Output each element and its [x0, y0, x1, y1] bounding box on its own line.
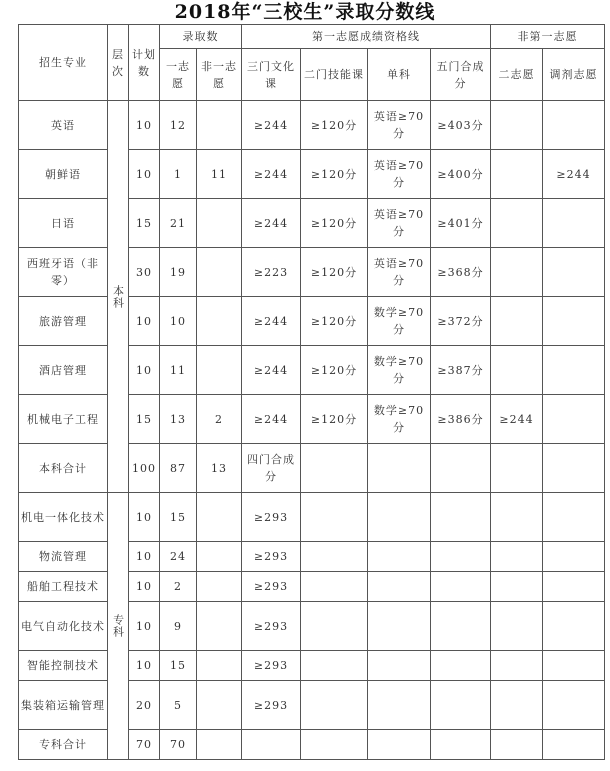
total-score-cell: ≥293	[242, 651, 301, 681]
total-score-cell: ≥387分	[431, 346, 491, 395]
plan-cell: 15	[129, 199, 160, 248]
empty-cell	[543, 730, 605, 760]
single-score-cell: 数学≥70分	[368, 346, 431, 395]
adjust-choice-cell	[543, 101, 605, 150]
non-first-cell	[197, 297, 242, 346]
single-score-cell: 数学≥70分	[368, 297, 431, 346]
adjust-choice-cell	[543, 346, 605, 395]
header-three-culture: 三门文化课	[242, 49, 301, 101]
major-cell: 物流管理	[19, 542, 108, 572]
table-row	[19, 199, 605, 248]
single-score-cell: 数学≥70分	[368, 395, 431, 444]
header-first-line: 第一志愿成绩资格线	[242, 25, 491, 49]
table-row	[19, 681, 605, 730]
plan-cell: 10	[129, 542, 160, 572]
empty-cell	[368, 572, 431, 602]
second-choice-cell	[491, 150, 543, 199]
major-cell: 朝鲜语	[19, 150, 108, 199]
empty-cell	[491, 572, 543, 602]
total-score-cell: ≥400分	[431, 150, 491, 199]
empty-cell	[491, 444, 543, 493]
header-two-skill: 二门技能课	[301, 49, 368, 101]
empty-cell	[197, 730, 242, 760]
level-cell-zhuanke: 专科	[108, 493, 129, 760]
first-choice-cell: 19	[160, 248, 197, 297]
single-score-cell: 英语≥70分	[368, 199, 431, 248]
header-nonfirst-group: 非第一志愿	[491, 25, 605, 49]
adjust-choice-cell: ≥244	[543, 150, 605, 199]
major-cell: 日语	[19, 199, 108, 248]
non-first-cell: 11	[197, 150, 242, 199]
single-score-cell: 英语≥70分	[368, 248, 431, 297]
plan-cell: 10	[129, 602, 160, 651]
first-choice-cell: 12	[160, 101, 197, 150]
total-score-cell: ≥293	[242, 681, 301, 730]
table-row	[19, 651, 605, 681]
non-first-cell: 2	[197, 395, 242, 444]
empty-cell	[543, 542, 605, 572]
major-cell: 船舶工程技术	[19, 572, 108, 602]
header-five-total: 五门合成分	[431, 49, 491, 101]
empty-cell	[543, 602, 605, 651]
total-score-cell: ≥293	[242, 493, 301, 542]
empty-cell	[368, 542, 431, 572]
table-row	[19, 248, 605, 297]
plan-cell: 10	[129, 150, 160, 199]
empty-cell	[368, 730, 431, 760]
first-choice-cell: 13	[160, 395, 197, 444]
adjust-choice-cell	[543, 395, 605, 444]
empty-cell	[301, 493, 368, 542]
empty-cell	[543, 681, 605, 730]
empty-cell	[431, 572, 491, 602]
empty-cell	[431, 651, 491, 681]
skill-score-cell: ≥120分	[301, 150, 368, 199]
header-first-choice: 一志愿	[160, 49, 197, 101]
table-row	[19, 542, 605, 572]
second-choice-cell	[491, 346, 543, 395]
plan-cell: 15	[129, 395, 160, 444]
empty-cell	[491, 493, 543, 542]
culture-score-cell: ≥223	[242, 248, 301, 297]
plan-cell: 10	[129, 572, 160, 602]
header-adjust-choice: 调剂志愿	[543, 49, 605, 101]
zhuanke-total-row	[19, 730, 605, 760]
culture-score-cell: ≥244	[242, 199, 301, 248]
empty-cell	[301, 651, 368, 681]
non-first-cell	[197, 493, 242, 542]
first-choice-cell: 24	[160, 542, 197, 572]
empty-cell	[301, 542, 368, 572]
first-choice-cell: 10	[160, 297, 197, 346]
culture-score-cell: ≥244	[242, 101, 301, 150]
major-cell: 英语	[19, 101, 108, 150]
empty-cell	[301, 572, 368, 602]
adjust-choice-cell	[543, 297, 605, 346]
header-plan: 计划数	[129, 25, 160, 101]
plan-cell: 10	[129, 297, 160, 346]
zhuanke-total-plan: 70	[129, 730, 160, 760]
benke-total-label: 本科合计	[19, 444, 108, 493]
non-first-cell	[197, 248, 242, 297]
zhuanke-total-first: 70	[160, 730, 197, 760]
header-non-first: 非一志愿	[197, 49, 242, 101]
skill-score-cell: ≥120分	[301, 395, 368, 444]
header-major: 招生专业	[19, 25, 108, 101]
benke-total-non-first: 13	[197, 444, 242, 493]
non-first-cell	[197, 346, 242, 395]
empty-cell	[301, 602, 368, 651]
major-cell: 机械电子工程	[19, 395, 108, 444]
empty-cell	[431, 602, 491, 651]
culture-score-cell: ≥244	[242, 297, 301, 346]
level-cell-benke: 本科	[108, 101, 129, 493]
second-choice-cell: ≥244	[491, 395, 543, 444]
culture-score-cell: ≥244	[242, 395, 301, 444]
plan-cell: 10	[129, 346, 160, 395]
first-choice-cell: 15	[160, 651, 197, 681]
total-score-cell: ≥368分	[431, 248, 491, 297]
first-choice-cell: 5	[160, 681, 197, 730]
plan-cell: 10	[129, 651, 160, 681]
table-row	[19, 346, 605, 395]
four-subject-total-note: 四门合成分	[242, 444, 301, 493]
non-first-cell	[197, 199, 242, 248]
empty-cell	[543, 572, 605, 602]
skill-score-cell: ≥120分	[301, 248, 368, 297]
benke-total-plan: 100	[129, 444, 160, 493]
culture-score-cell: ≥244	[242, 346, 301, 395]
first-choice-cell: 2	[160, 572, 197, 602]
empty-cell	[242, 730, 301, 760]
non-first-cell	[197, 681, 242, 730]
total-score-cell: ≥403分	[431, 101, 491, 150]
total-score-cell: ≥293	[242, 542, 301, 572]
header-level: 层次	[108, 25, 129, 101]
plan-cell: 10	[129, 101, 160, 150]
page-title: 2018年“三校生”录取分数线	[174, 1, 436, 23]
empty-cell	[431, 542, 491, 572]
empty-cell	[431, 681, 491, 730]
table-row	[19, 602, 605, 651]
empty-cell	[491, 602, 543, 651]
skill-score-cell: ≥120分	[301, 346, 368, 395]
empty-cell	[368, 681, 431, 730]
empty-cell	[301, 681, 368, 730]
zhuanke-total-label: 专科合计	[19, 730, 108, 760]
major-cell: 集装箱运输管理	[19, 681, 108, 730]
skill-score-cell: ≥120分	[301, 297, 368, 346]
header-single: 单科	[368, 49, 431, 101]
major-cell: 西班牙语（非零）	[19, 248, 108, 297]
non-first-cell	[197, 602, 242, 651]
empty-cell	[543, 651, 605, 681]
header-row-1	[19, 25, 605, 49]
non-first-cell	[197, 651, 242, 681]
table-row	[19, 297, 605, 346]
single-score-cell: 英语≥70分	[368, 101, 431, 150]
non-first-cell	[197, 101, 242, 150]
header-second-choice: 二志愿	[491, 49, 543, 101]
empty-cell	[368, 602, 431, 651]
empty-cell	[491, 681, 543, 730]
adjust-choice-cell	[543, 248, 605, 297]
major-cell: 酒店管理	[19, 346, 108, 395]
plan-cell: 30	[129, 248, 160, 297]
empty-cell	[301, 730, 368, 760]
first-choice-cell: 21	[160, 199, 197, 248]
first-choice-cell: 15	[160, 493, 197, 542]
benke-total-row	[19, 444, 605, 493]
table-row	[19, 101, 605, 150]
benke-total-first: 87	[160, 444, 197, 493]
admission-score-table	[18, 24, 605, 760]
empty-cell	[543, 444, 605, 493]
total-score-cell: ≥386分	[431, 395, 491, 444]
table-row	[19, 395, 605, 444]
total-score-cell: ≥372分	[431, 297, 491, 346]
second-choice-cell	[491, 297, 543, 346]
first-choice-cell: 9	[160, 602, 197, 651]
skill-score-cell: ≥120分	[301, 101, 368, 150]
empty-cell	[431, 444, 491, 493]
second-choice-cell	[491, 199, 543, 248]
empty-cell	[368, 651, 431, 681]
empty-cell	[491, 730, 543, 760]
second-choice-cell	[491, 248, 543, 297]
single-score-cell: 英语≥70分	[368, 150, 431, 199]
total-score-cell: ≥293	[242, 602, 301, 651]
empty-cell	[301, 444, 368, 493]
total-score-cell: ≥401分	[431, 199, 491, 248]
empty-cell	[368, 444, 431, 493]
non-first-cell	[197, 572, 242, 602]
major-cell: 机电一体化技术	[19, 493, 108, 542]
empty-cell	[431, 493, 491, 542]
major-cell: 旅游管理	[19, 297, 108, 346]
empty-cell	[491, 651, 543, 681]
second-choice-cell	[491, 101, 543, 150]
adjust-choice-cell	[543, 199, 605, 248]
empty-cell	[368, 493, 431, 542]
total-score-cell: ≥293	[242, 572, 301, 602]
first-choice-cell: 11	[160, 346, 197, 395]
table-row	[19, 150, 605, 199]
skill-score-cell: ≥120分	[301, 199, 368, 248]
non-first-cell	[197, 542, 242, 572]
major-cell: 电气自动化技术	[19, 602, 108, 651]
empty-cell	[491, 542, 543, 572]
empty-cell	[543, 493, 605, 542]
plan-cell: 20	[129, 681, 160, 730]
first-choice-cell: 1	[160, 150, 197, 199]
plan-cell: 10	[129, 493, 160, 542]
table-row	[19, 493, 605, 542]
table-row	[19, 572, 605, 602]
header-admit: 录取数	[160, 25, 242, 49]
culture-score-cell: ≥244	[242, 150, 301, 199]
empty-cell	[431, 730, 491, 760]
major-cell: 智能控制技术	[19, 651, 108, 681]
